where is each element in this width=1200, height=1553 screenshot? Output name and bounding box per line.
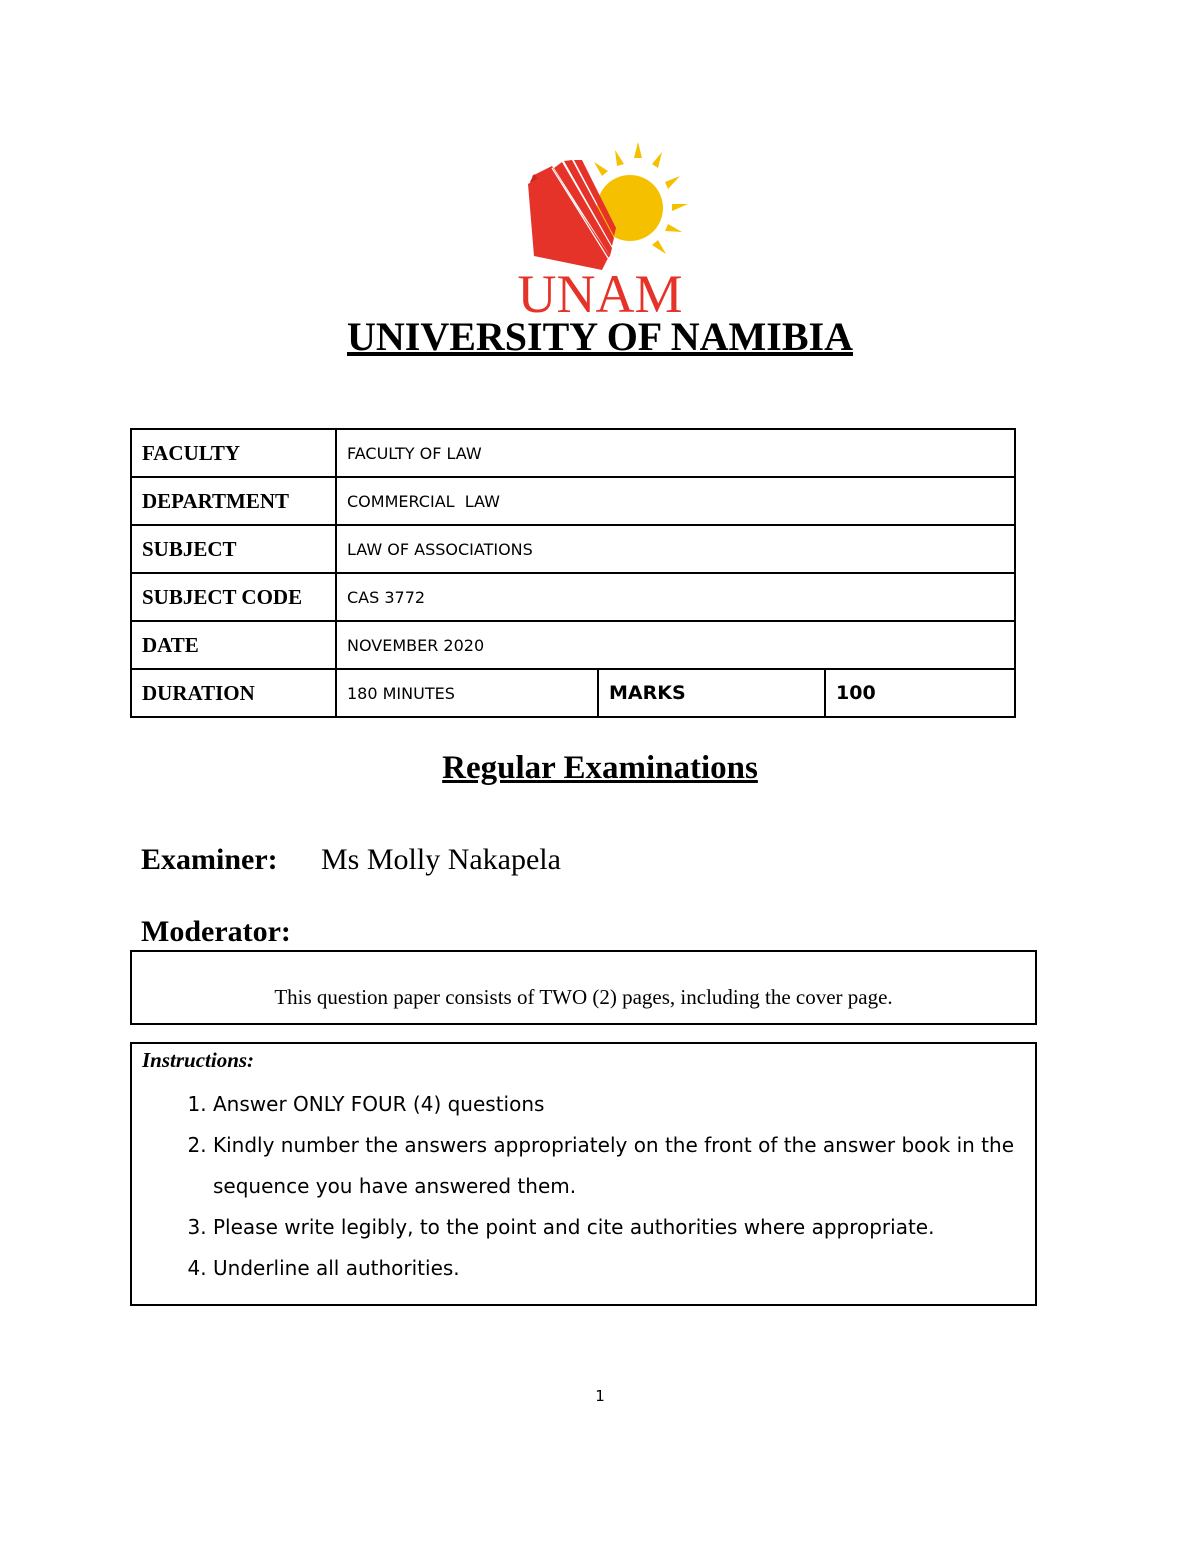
pages-note-box xyxy=(130,950,1037,1025)
page-number: 1 xyxy=(595,1387,605,1405)
department-label: DEPARTMENT xyxy=(131,477,336,525)
table-row xyxy=(131,525,1015,573)
instructions-box xyxy=(130,1042,1037,1306)
moderator-label: Moderator: xyxy=(141,915,291,948)
marks-value: 100 xyxy=(825,669,1015,717)
table-row xyxy=(131,477,1015,525)
unam-logo xyxy=(490,138,710,318)
list-item: 4. Underline all authorities. xyxy=(213,1248,1033,1289)
examiner-label: Examiner: xyxy=(141,843,278,876)
table-row xyxy=(131,429,1015,477)
duration-label: DURATION xyxy=(131,669,336,717)
list-item: 1. Answer ONLY FOUR (4) questions xyxy=(213,1084,1033,1125)
subject-value: LAW OF ASSOCIATIONS xyxy=(336,525,1015,573)
book-sun-icon xyxy=(490,138,710,318)
table-row xyxy=(131,669,1015,717)
examiner-name: Ms Molly Nakapela xyxy=(321,843,561,876)
date-label: DATE xyxy=(131,621,336,669)
instructions-list xyxy=(167,1084,1033,1289)
instructions-title: Instructions: xyxy=(142,1048,255,1072)
department-value: COMMERCIAL LAW xyxy=(336,477,1015,525)
table-row xyxy=(131,573,1015,621)
exam-info-table xyxy=(130,428,1016,718)
subject-label: SUBJECT xyxy=(131,525,336,573)
marks-label: MARKS xyxy=(598,669,825,717)
subject-code-label: SUBJECT CODE xyxy=(131,573,336,621)
university-title: UNIVERSITY OF NAMIBIA xyxy=(347,314,853,359)
faculty-label: FACULTY xyxy=(131,429,336,477)
list-item: 2. Kindly number the answers appropriately on the front of the answer book in the sequence you have answered them. xyxy=(213,1125,1033,1207)
examiner-line xyxy=(141,843,561,877)
table-row xyxy=(131,621,1015,669)
faculty-value: FACULTY OF LAW xyxy=(336,429,1015,477)
exam-type-heading: Regular Examinations xyxy=(442,750,758,786)
pages-note: This question paper consists of TWO (2) pages, including the cover page. xyxy=(274,985,893,1009)
list-item: 3. Please write legibly, to the point and cite authorities where appropriate. xyxy=(213,1207,1033,1248)
duration-value: 180 MINUTES xyxy=(336,669,598,717)
subject-code-value: CAS 3772 xyxy=(336,573,1015,621)
unam-logo-text: UNAM xyxy=(517,264,683,318)
date-value: NOVEMBER 2020 xyxy=(336,621,1015,669)
